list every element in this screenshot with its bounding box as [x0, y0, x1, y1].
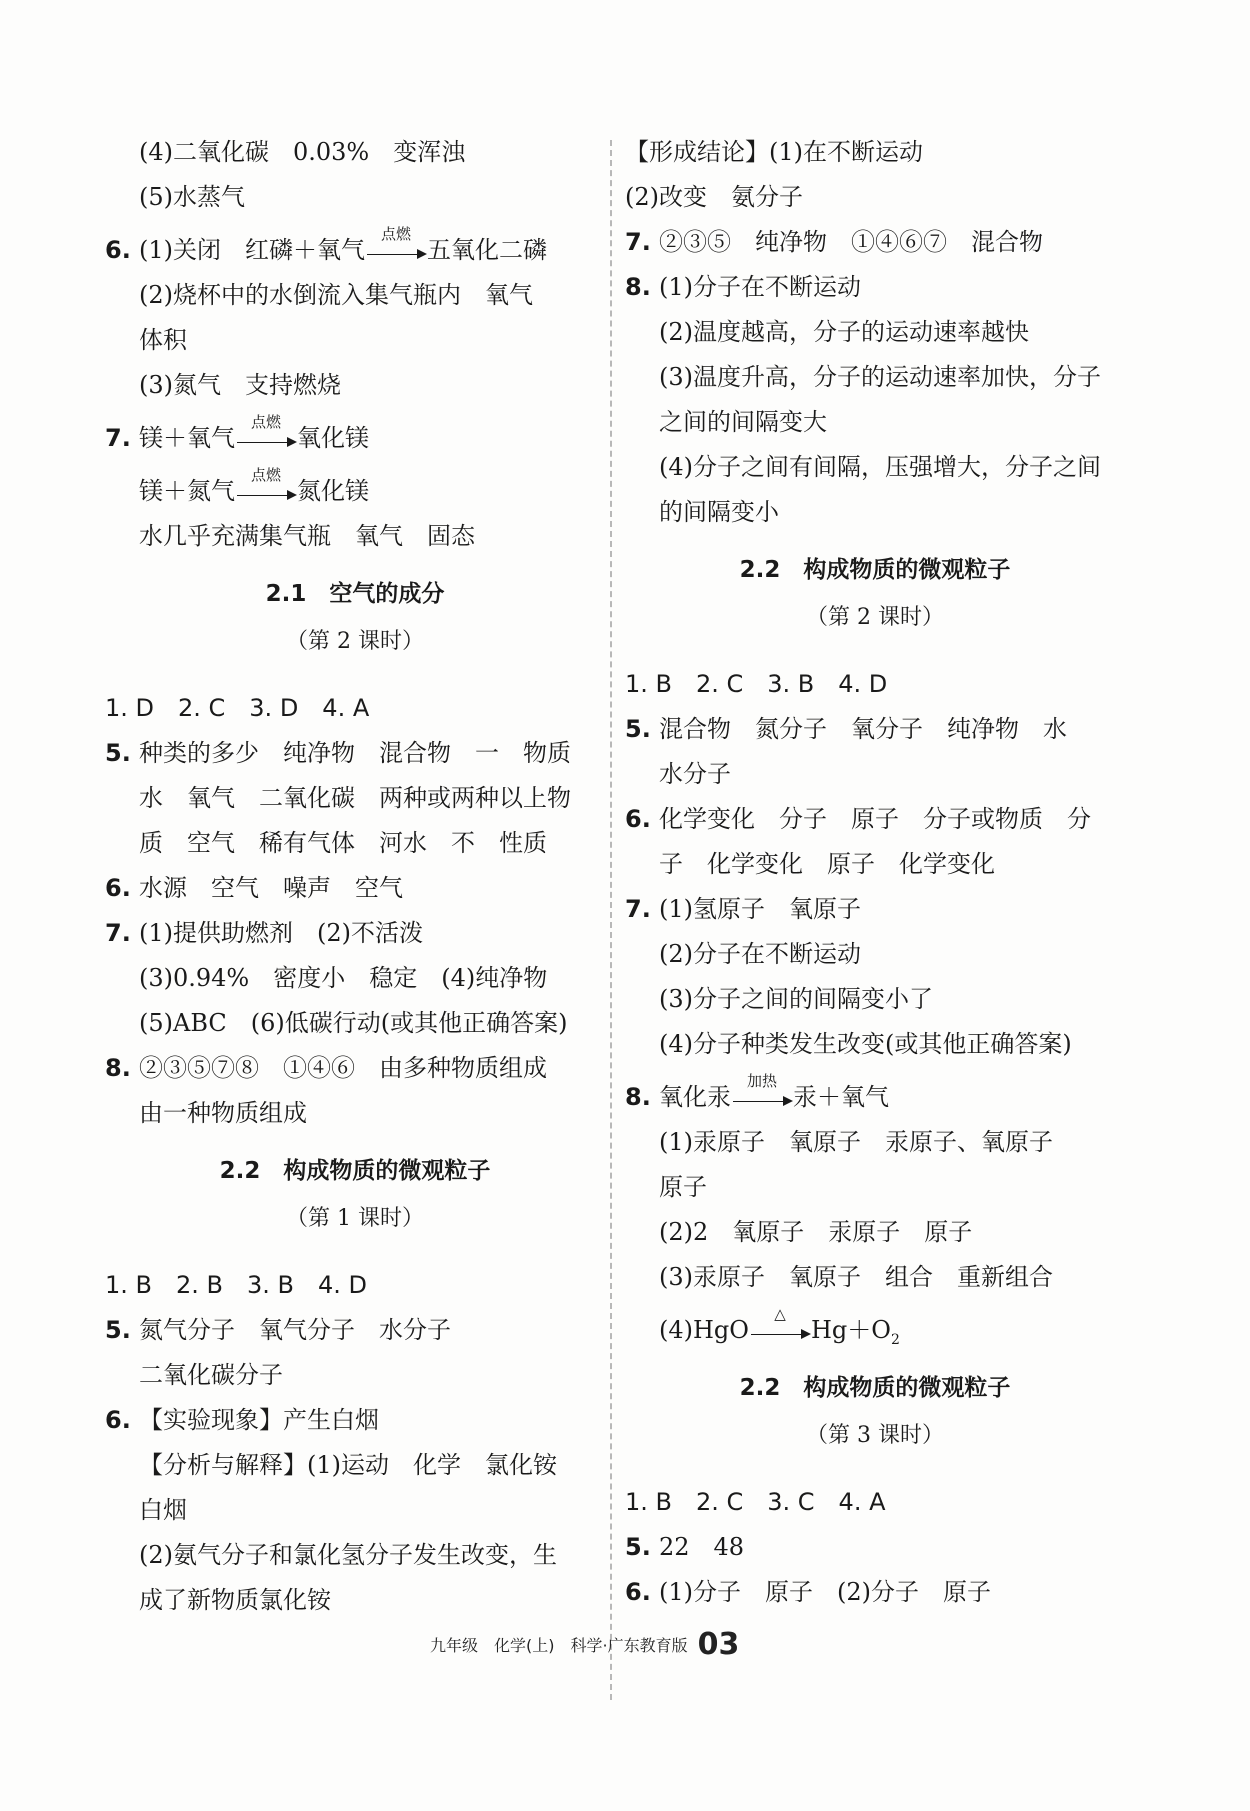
question-number: 6.	[105, 1406, 131, 1434]
subscript: 2	[890, 1331, 900, 1348]
reaction-arrow	[235, 465, 297, 507]
section-subtitle: （第 2 课时）	[286, 629, 424, 654]
reaction-arrow	[365, 224, 427, 266]
reaction-condition: 点燃	[250, 465, 281, 484]
answer-text: 种类的多少 纯净物 混合物 一 物质	[139, 739, 571, 767]
answer-line: (4)二氧化碳 0.03% 变浑浊	[139, 138, 466, 166]
section-title: 2.2 构成物质的微观粒子	[739, 557, 1011, 583]
reaction-arrow	[731, 1071, 793, 1113]
answer-line: 子 化学变化 原子 化学变化	[659, 850, 995, 878]
question-number: 7.	[625, 228, 651, 256]
reaction-condition: △	[774, 1304, 786, 1323]
equation-line	[625, 1304, 1125, 1353]
section-subtitle: （第 1 课时）	[286, 1206, 424, 1231]
answer-line: 的间隔变小	[659, 498, 779, 526]
reaction-condition: 点燃	[250, 412, 281, 431]
reaction-arrow	[749, 1304, 811, 1346]
answer-line: 水 氧气 二氧化碳 两种或两种以上物	[139, 784, 571, 812]
question-number: 5.	[105, 739, 131, 767]
answer-text: (1)分子在不断运动	[659, 273, 861, 301]
question-number: 8.	[105, 1054, 131, 1082]
right-column	[625, 130, 1125, 1615]
footer-text: 九年级 化学(上) 科学·广东教育版	[430, 1636, 688, 1655]
answer-text: 混合物 氮分子 氧分子 纯净物 水	[659, 715, 1067, 743]
answer-line: 1. B 2. C 3. C 4. A	[625, 1488, 886, 1516]
answer-line: (3)0.94% 密度小 稳定 (4)纯净物	[139, 964, 548, 992]
equation-rhs: 五氧化二磷	[427, 236, 547, 264]
answer-line: 成了新物质氯化铵	[139, 1586, 331, 1614]
answer-line: (2)分子在不断运动	[659, 940, 861, 968]
equation-lhs: 镁＋氮气	[139, 477, 235, 505]
answer-text: 氮气分子 氧气分子 水分子	[139, 1316, 451, 1344]
equation-line	[105, 465, 605, 514]
answer-line: 1. B 2. B 3. B 4. D	[105, 1271, 367, 1299]
page-number: 03	[697, 1627, 740, 1662]
question-number: 8.	[625, 1083, 651, 1111]
answer-text: (1)提供助燃剂 (2)不活泼	[139, 919, 423, 947]
answer-line: (5)ABC (6)低碳行动(或其他正确答案)	[139, 1009, 568, 1037]
answer-line: 之间的间隔变大	[659, 408, 827, 436]
section-title: 2.2 构成物质的微观粒子	[219, 1158, 491, 1184]
answer-line: (3)分子之间的间隔变小了	[659, 985, 933, 1013]
answer-line: 1. B 2. C 3. B 4. D	[625, 670, 888, 698]
equation-rhs: 氮化镁	[297, 477, 369, 505]
question-8	[625, 1071, 1125, 1120]
equation-lhs: (4)HgO	[659, 1316, 749, 1344]
answer-line: 1. D 2. C 3. D 4. A	[105, 694, 370, 722]
answer-line: 水几乎充满集气瓶 氧气 固态	[139, 522, 475, 550]
section-title: 2.2 构成物质的微观粒子	[739, 1375, 1011, 1401]
section-subtitle: （第 2 课时）	[806, 605, 944, 630]
question-number: 8.	[625, 273, 651, 301]
page-footer	[430, 1620, 739, 1670]
section-title: 2.1 空气的成分	[265, 581, 445, 607]
question-number: 7.	[105, 919, 131, 947]
answer-line: (2)氨气分子和氯化氢分子发生改变，生	[139, 1541, 557, 1569]
question-number: 5.	[625, 1533, 651, 1561]
answer-text: ②③⑤⑦⑧ ①④⑥ 由多种物质组成	[139, 1054, 547, 1082]
answer-line: (2)改变 氨分子	[625, 183, 803, 211]
left-column	[105, 130, 605, 1623]
answer-line: 【形成结论】(1)在不断运动	[625, 138, 923, 166]
answer-text: 【实验现象】产生白烟	[139, 1406, 379, 1434]
answer-line: 【分析与解释】(1)运动 化学 氯化铵	[139, 1451, 557, 1479]
question-6	[105, 224, 605, 273]
question-number: 6.	[625, 805, 651, 833]
column-divider	[610, 140, 612, 1700]
answer-text: 水源 空气 噪声 空气	[139, 874, 403, 902]
question-number: 5.	[625, 715, 651, 743]
answer-line: (4)分子之间有间隔，压强增大，分子之间	[659, 453, 1101, 481]
reaction-condition: 加热	[746, 1071, 777, 1090]
question-number: 6.	[105, 874, 131, 902]
answer-line: 由一种物质组成	[139, 1099, 307, 1127]
answer-line: (3)温度升高，分子的运动速率加快，分子	[659, 363, 1101, 391]
equation-rhs: 汞＋氧气	[793, 1083, 889, 1111]
answer-text: (1)氢原子 氧原子	[659, 895, 861, 923]
answer-text: (1)分子 原子 (2)分子 原子	[659, 1578, 991, 1606]
reaction-arrow	[235, 412, 297, 454]
equation-rhs: 氧化镁	[297, 424, 369, 452]
question-number: 5.	[105, 1316, 131, 1344]
answer-line: 二氧化碳分子	[139, 1361, 283, 1389]
reaction-condition: 点燃	[380, 224, 411, 243]
answer-text: ②③⑤ 纯净物 ①④⑥⑦ 混合物	[659, 228, 1043, 256]
equation-lhs: 镁＋氧气	[139, 424, 235, 452]
answer-line: (2)温度越高，分子的运动速率越快	[659, 318, 1029, 346]
answer-line: (5)水蒸气	[139, 183, 245, 211]
equation-lhs: (1)关闭 红磷＋氧气	[139, 236, 365, 264]
equation-rhs: Hg＋O	[810, 1316, 891, 1344]
question-number: 7.	[105, 424, 131, 452]
question-number: 6.	[625, 1578, 651, 1606]
equation-lhs: 氧化汞	[659, 1083, 731, 1111]
question-number: 7.	[625, 895, 651, 923]
answer-line: 原子	[659, 1173, 707, 1201]
question-7	[105, 412, 605, 461]
answer-line: 体积	[139, 326, 187, 354]
answer-line: (2)2 氧原子 汞原子 原子	[659, 1218, 973, 1246]
question-number: 6.	[105, 236, 131, 264]
answer-line: 白烟	[139, 1496, 187, 1524]
answer-line: 质 空气 稀有气体 河水 不 性质	[139, 829, 547, 857]
answer-line: (2)烧杯中的水倒流入集气瓶内 氧气	[139, 281, 533, 309]
answer-line: (4)分子种类发生改变(或其他正确答案)	[659, 1030, 1072, 1058]
answer-line: 水分子	[659, 760, 731, 788]
answer-line: (1)汞原子 氧原子 汞原子、氧原子	[659, 1128, 1053, 1156]
answer-text: 22 48	[659, 1533, 745, 1561]
answer-line: (3)氮气 支持燃烧	[139, 371, 341, 399]
answer-text: 化学变化 分子 原子 分子或物质 分	[659, 805, 1091, 833]
answer-line: (3)汞原子 氧原子 组合 重新组合	[659, 1263, 1053, 1291]
section-subtitle: （第 3 课时）	[806, 1423, 944, 1448]
